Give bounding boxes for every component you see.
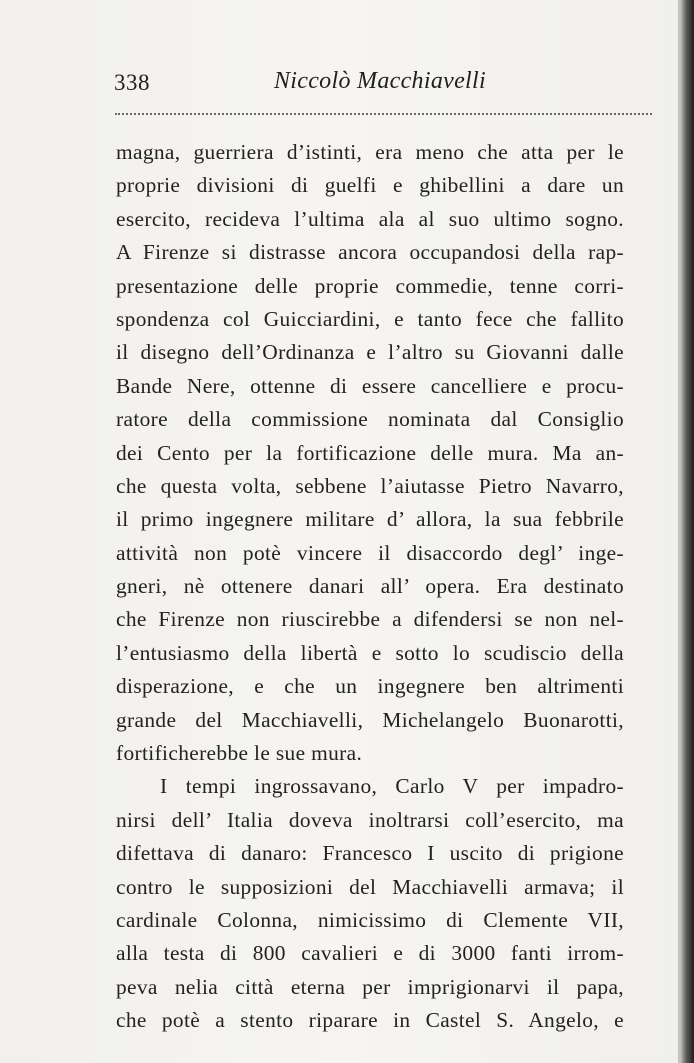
text-line: peva nelia città eterna per imprigionarvi il papa, <box>116 974 624 999</box>
text-line: attività non potè vincere il disaccordo degl’ inge- <box>116 540 624 565</box>
paragraph-2 <box>116 770 624 1037</box>
text-line: gneri, nè ottenere danari all’ opera. Era destinato <box>116 574 624 599</box>
text-line: che potè a stento riparare in Castel S. Angelo, e <box>116 1008 624 1033</box>
text-line: spondenza col Guicciardini, e tanto fece che fallito <box>116 306 624 331</box>
text-line: presentazione delle proprie commedie, tenne corri- <box>116 273 624 298</box>
header-divider <box>115 113 652 115</box>
text-line: che questa volta, sebbene l’aiutasse Pietro Navarro, <box>116 473 624 498</box>
text-line: proprie divisioni di guelfi e ghibellini a dare un <box>116 173 624 198</box>
text-line: magna, guerriera d’istinti, era meno che atta per le <box>116 140 624 164</box>
text-line: A Firenze si distrasse ancora occupandosi della rap- <box>116 240 624 265</box>
running-header <box>114 64 654 104</box>
page-edge <box>680 0 694 1063</box>
text-line: Bande Nere, ottenne di essere cancelliere e procu- <box>116 373 624 398</box>
text-line: fortificherebbe le sue mura. <box>116 741 363 766</box>
body-text <box>116 136 624 1038</box>
text-line: il primo ingegnere militare d’ allora, la sua febbrile <box>116 507 624 532</box>
text-line: grande del Macchiavelli, Michelangelo Buonarotti, <box>116 707 624 732</box>
text-line: dei Cento per la fortificazione delle mura. Ma an- <box>116 440 624 465</box>
text-line: l’entusiasmo della libertà e sotto lo scudiscio della <box>116 640 624 665</box>
paragraph-1 <box>116 136 624 770</box>
text-line: ratore della commissione nominata dal Consiglio <box>116 407 624 432</box>
page-number: 338 <box>114 70 150 95</box>
text-line: il disegno dell’Ordinanza e l’altro su Giovanni dalle <box>116 340 624 365</box>
text-line: I tempi ingrossavano, Carlo V per impadro- <box>160 774 624 799</box>
text-line: disperazione, e che un ingegnere ben altrimenti <box>116 674 624 699</box>
text-line: alla testa di 800 cavalieri e di 3000 fanti irrom- <box>116 941 624 966</box>
text-line: difettava di danaro: Francesco I uscito di prigione <box>116 841 624 866</box>
text-line: esercito, recideva l’ultima ala al suo ultimo sogno. <box>116 206 624 231</box>
text-line: nirsi dell’ Italia doveva inoltrarsi coll’esercito, ma <box>116 807 624 832</box>
text-line: contro le supposizioni del Macchiavelli armava; il <box>116 874 624 899</box>
running-title: Niccolò Macchiavelli <box>274 68 486 94</box>
text-line: cardinale Colonna, nimicissimo di Clemente VII, <box>116 907 624 932</box>
text-line: che Firenze non riuscirebbe a difendersi se non nel- <box>116 607 624 632</box>
